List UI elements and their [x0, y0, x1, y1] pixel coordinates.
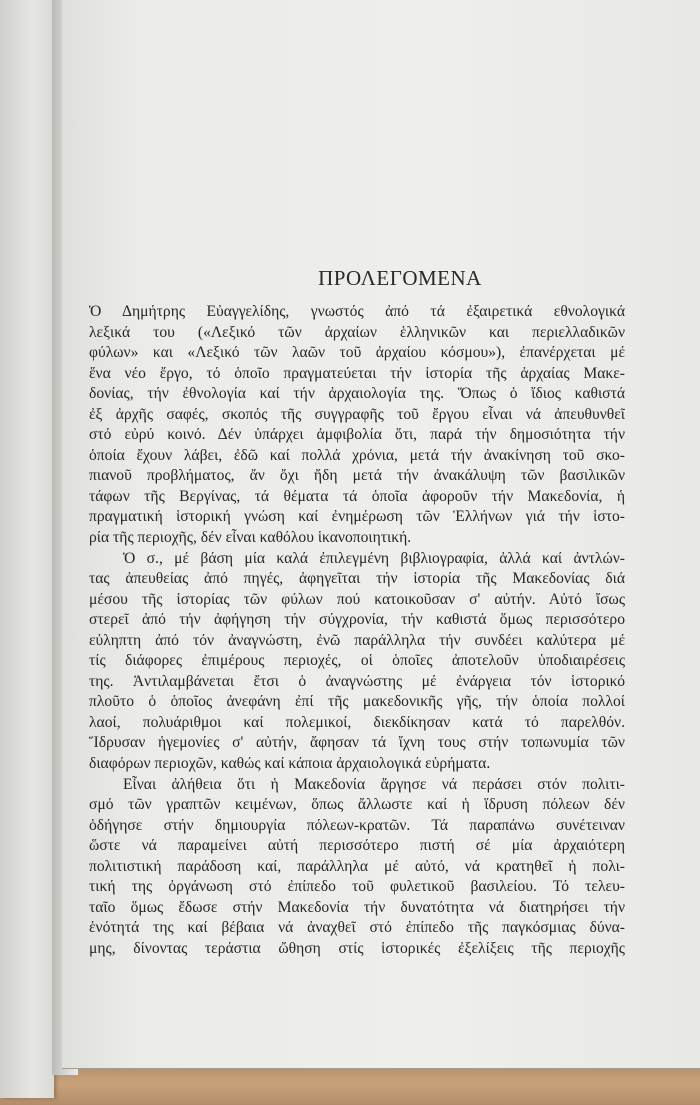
text-line: ταῖο ὅμως ἔδωσε στήν Μακεδονία τήν δυνατότητα νά διατηρήσει τήν — [89, 898, 625, 916]
text-line: στό εὐρύ κοινό. Δέν ὑπάρχει ἀμφιβολία ὅτι, παρά τήν δημοσιότητα τήν — [89, 426, 625, 444]
text-line: λαοί, πολυάριθμοι καί πολεμικοί, διεκδίκησαν κατά τό παρελθόν. — [89, 713, 625, 731]
text-line: πραγματική ἱστορική γνώση καί ἐνημέρωση τῶν Ἑλλήνων γιά τήν ἱστο- — [89, 508, 625, 526]
left-page-edge — [0, 0, 54, 1098]
text-line: φύλων» και «Λεξικό τῶν λαῶν τοῦ ἀρχαίου κόσμου»), ἐπανέρχεται μέ — [89, 344, 625, 362]
text-line: ἑνότητά της καί βέβαια νά ἀναχθεῖ στό ἐπίπεδο τῆς παγκόσμιας δύνα- — [89, 919, 625, 937]
text-line: ὁποία ἔχουν λάβει, ἐδῶ καί πολλά χρόνια, μετά τήν ἀνακίνηση τοῦ σκο- — [89, 446, 625, 464]
text-line: λεξικά του («Λεξικό τῶν ἀρχαίων ἑλληνικῶν και περιελλαδικῶν — [89, 323, 625, 341]
text-line: σμό τῶν γραπτῶν κειμένων, ὅπως ἄλλωστε καί ἡ ἵδρυση πόλεων δέν — [89, 796, 625, 814]
text-line: ἕνα νέο ἔργο, τό ὁποῖο πραγματεύεται τήν ἱστορία τῆς ἀρχαίας Μακε- — [89, 364, 625, 382]
text-line: της. Ἀντιλαμβάνεται ἔτσι ὁ ἀναγνώστης μέ ἐνάργεια τόν ἱστορικό — [89, 672, 625, 690]
text-line: τική της ὀργάνωση στό ἐπίπεδο τοῦ φυλετικοῦ βασιλείου. Τό τελευ- — [89, 878, 625, 896]
text-line: Εἶναι ἀλήθεια ὅτι ἡ Μακεδονία ἄργησε νά περάσει στόν πολιτι- — [123, 775, 625, 793]
text-line: διαφόρων περιοχῶν, καθώς καί κάποια ἀρχαιολογικά εὑρήματα. — [89, 755, 491, 773]
text-line: Ὁ Δημήτρης Εὐαγγελίδης, γνωστός ἀπό τά ἐξαιρετικά εθνολογικά — [89, 303, 625, 320]
text-line: πολιτιστική παράδοση καί, παράλληλα μέ αὐτό, νά κρατηθεῖ ἡ πολι- — [89, 857, 625, 875]
text-line: πλοῦτο ὁ ὁποῖος ἀνεφάνη ἐπί τῆς μακεδονικῆς γῆς, τήν ὁποία πολλοί — [89, 693, 625, 711]
page-title: ΠΡΟΛΕΓΟΜΕΝΑ — [318, 266, 482, 290]
text-line: Ὁ σ., μέ βάση μία καλά ἐπιλεγμένη βιβλιογραφία, ἀλλά καί ἀντλών- — [123, 549, 625, 567]
text-line: στερεῖ ἀπό τήν ἀφήγηση τήν σύγχρονία, τήν καθιστά ὅμως περισσότερο — [89, 611, 625, 629]
text-line: τάφων τῆς Βεργίνας, τά θέματα τά ὁποῖα ἀφοροῦν τήν Μακεδονία, ἡ — [89, 487, 625, 505]
page-body-text — [89, 302, 625, 960]
text-line: εὐληπτη ἀπό τόν ἀναγνώστη, ἐνῶ παράλληλα τήν συνδέει καλύτερα μέ — [89, 631, 625, 649]
text-line: τίς διάφορες ἐπιμέρους περιοχές, οἱ ὁποῖες ἀποτελοῦν ὑποδιαιρέσεις — [89, 652, 625, 670]
text-line: ὁδήγησε στήν δημιουργία πόλεων-κρατῶν. Τά παραπάνω συνέτειναν — [89, 816, 625, 834]
text-line: ρία τῆς περιοχῆς, δέν εἶναι καθόλου ἱκανοποιητική. — [89, 529, 412, 547]
text-line: Ἵδρυσαν ἡγεμονίες σ' αὐτήν, ἄφησαν τά ἴχνη τους στήν τοπωνυμία τῶν — [89, 734, 625, 752]
text-line: πιανοῦ προβλήματος, ἄν ὄχι ἤδη μετά τήν ἀνακάλυψη τῶν βασιλικῶν — [89, 467, 625, 485]
text-line: μέσου τῆς ἱστορίας τῶν φύλων πού κατοικοῦσαν σ' αὐτήν. Αὐτό ἴσως — [89, 590, 625, 608]
text-line: ὥστε νά παραμείνει αὐτή περισσότερο πιστή σέ μία ἀρχαιότερη — [89, 837, 625, 855]
text-line: τας ἀπευθείας ἀπό πηγές, ἀφηγεῖται τήν ἱστορία τῆς Μακεδονίας διά — [89, 570, 625, 588]
text-line: μης, δίνοντας τεράστια ὤθηση στίς ἱστορικές ἐξελίξεις τῆς περιοχῆς — [89, 939, 625, 957]
text-line: δονίας, τήν ἐθνολογία καί τήν ἀρχαιολογία της. Ὅπως ὁ ἴδιος καθιστά — [89, 385, 625, 403]
text-line: ἐξ ἀρχῆς σαφές, σκοπός τῆς συγγραφῆς τοῦ ἔργου εἶναι νά ἀπευθυνθεῖ — [89, 405, 625, 423]
